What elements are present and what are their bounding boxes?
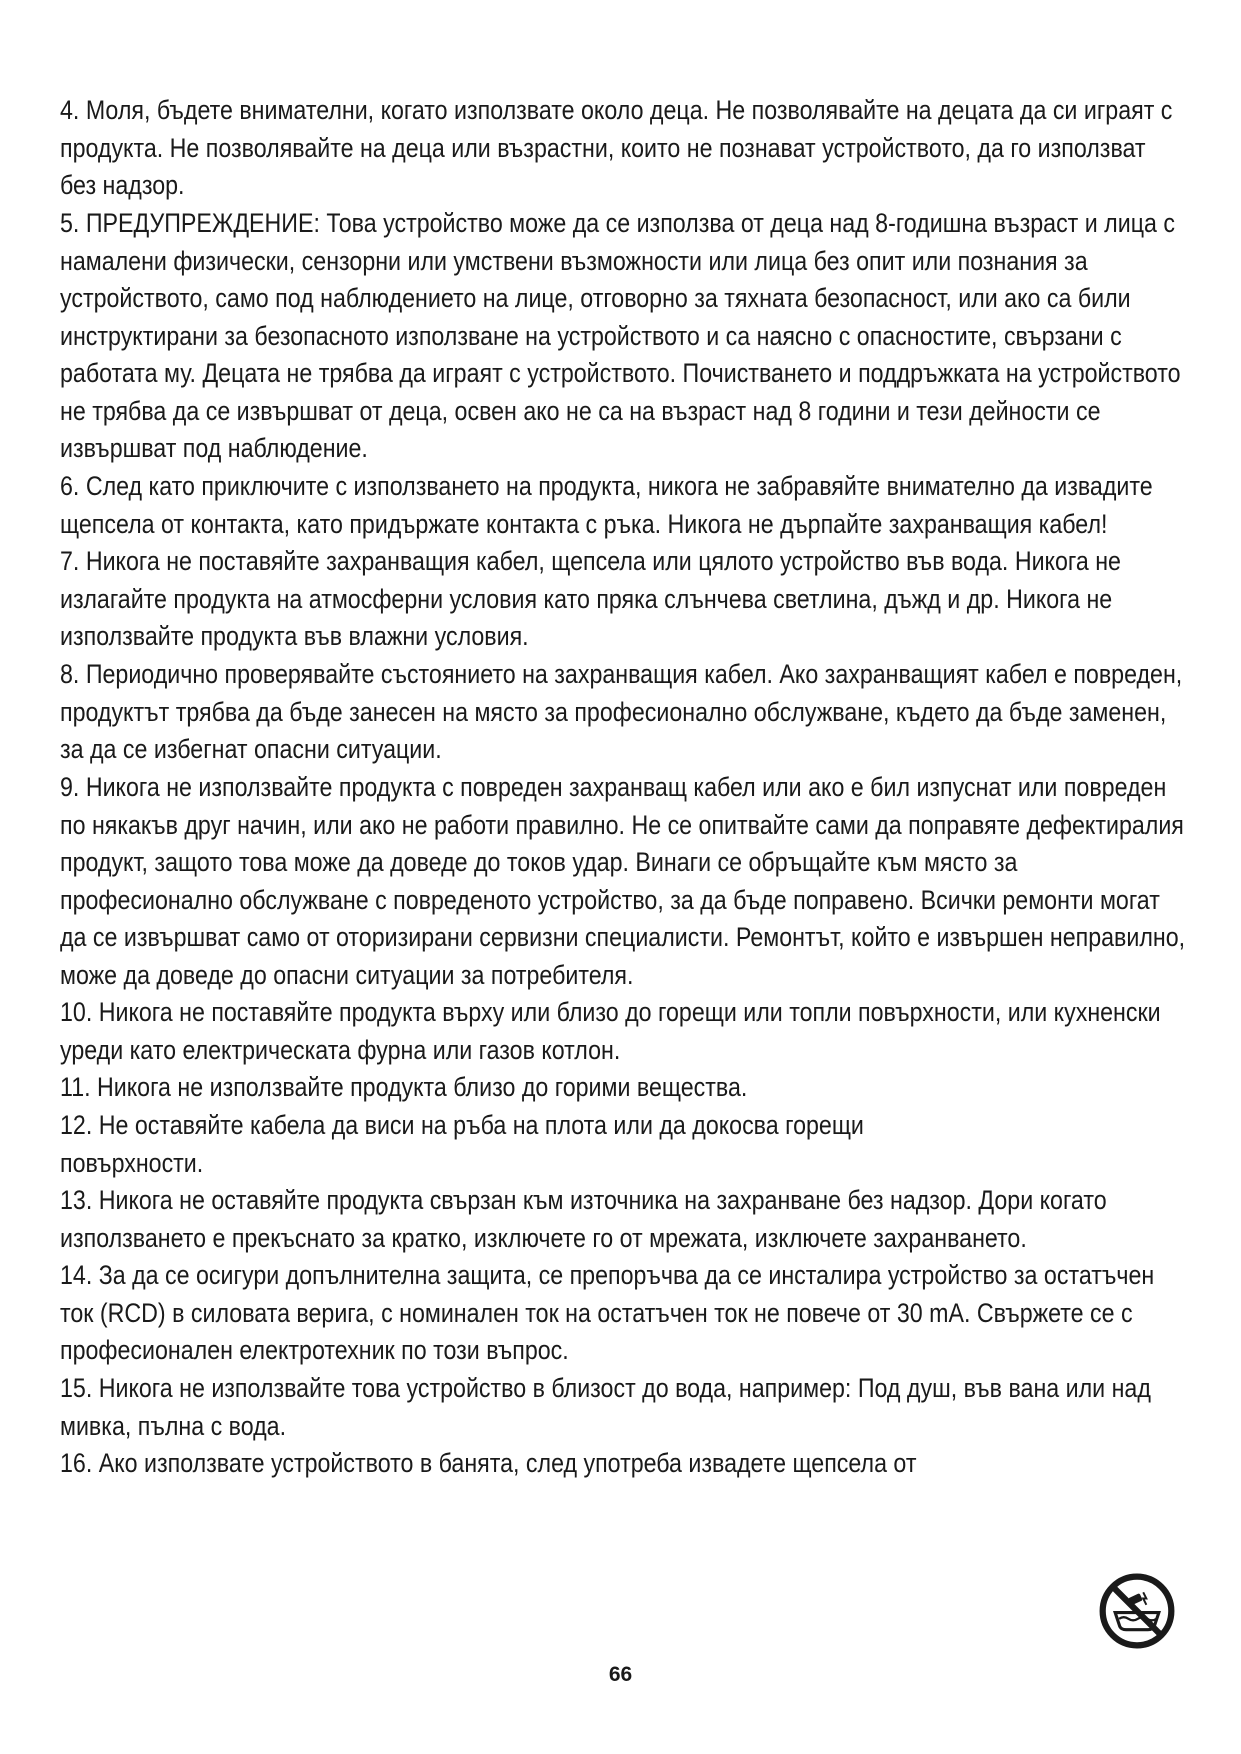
paragraph-4 [60,92,1188,205]
paragraph-text: 5. ПРЕДУПРЕЖДЕНИЕ: Това устройство може да се използва от деца над 8-годишна възраст и лица с намалени физически, сензорни или умствени възможности или лица без опит или познания за устройството, само под наблюдението на лице, отговорно за тяхната безопасност, или ако са били инструктирани за безопасното използване на устройството и са наясно с опасностите, свързани с работата му. Децата не трябва да играят с устройството. Почистването и поддръжката на устройството не трябва да се извършват от деца, освен ако не са на възраст над 8 години и тези дейности се извършват под наблюдение. [60,208,1181,463]
paragraph-16 [60,1445,1188,1483]
no-water-bath-icon [1098,1572,1176,1650]
paragraph-9 [60,769,1188,994]
paragraph-12 [60,1107,1188,1182]
paragraph-text: 7. Никога не поставяйте захранващия кабел, щепсела или цялото устройство във вода. Никога не излагайте продукта на атмосферни условия като пряка слънчева светлина, дъжд и др. Никога не използвайте продукта във влажни условия. [60,546,1121,651]
paragraph-14 [60,1257,1188,1370]
paragraph-6 [60,468,1188,543]
safety-instructions [60,92,1188,1483]
paragraph-text: 6. След като приключите с използването на продукта, никога не забравяйте внимателно да извадите щепсела от контакта, като придържате контакта с ръка. Никога не дърпайте захранващия кабел! [60,471,1153,539]
paragraph-11 [60,1069,1188,1107]
paragraph-text: 16. Ако използвате устройството в банята, след употреба извадете щепсела от [60,1448,917,1478]
paragraph-text: 12. Не оставяйте кабела да виси на ръба на плота или да докосва горещи повърхности. [60,1110,864,1178]
paragraph-text: 9. Никога не използвайте продукта с повреден захранващ кабел или ако е бил изпуснат или повреден по някакъв друг начин, или ако не работи правилно. Не се опитвайте сами да поправяте дефектиралия продукт, защото това може да доведе до токов удар. Винаги се обръщайте към място за професионално обслужване с повреденото устройство, за да бъде поправено. Всички ремонти могат да се извършват само от оторизирани сервизни специалисти. Ремонтът, който е извършен неправилно, може да доведе до опасни ситуации за потребителя. [60,772,1186,990]
paragraph-text: 4. Моля, бъдете внимателни, когато използвате около деца. Не позволявайте на децата да си играят с продукта. Не позволявайте на деца или възрастни, които не познават устройството, да го използват без надзор. [60,95,1173,200]
paragraph-10 [60,994,1188,1069]
page-number: 66 [608,1663,633,1686]
paragraph-8 [60,656,1188,769]
paragraph-15 [60,1370,1188,1445]
paragraph-text: 11. Никога не използвайте продукта близо до горими вещества. [60,1072,748,1102]
paragraph-text: 15. Никога не използвайте това устройство в близост до вода, например: Под душ, във вана или над мивка, пълна с вода. [60,1373,1151,1441]
paragraph-text: 8. Периодично проверявайте състоянието на захранващия кабел. Ако захранващият кабел е повреден, продуктът трябва да бъде занесен на място за професионално обслужване, където да бъде заменен, за да се избегнат опасни ситуации. [60,659,1183,764]
paragraph-5 [60,205,1188,468]
paragraph-13 [60,1182,1188,1257]
paragraph-text: 13. Никога не оставяйте продукта свързан към източника на захранване без надзор. Дори когато използването е прекъснато за кратко, изключете го от мрежата, изключете захранването. [60,1185,1107,1253]
paragraph-text: 14. За да се осигури допълнителна защита, се препоръчва да се инсталира устройство за остатъчен ток (RCD) в силовата верига, с номинален ток на остатъчен ток не повече от 30 mA. Свържете се с професионален електротехник по този въпрос. [60,1260,1155,1365]
paragraph-7 [60,543,1188,656]
paragraph-text: 10. Никога не поставяйте продукта върху или близо до горещи или топли повърхности, или кухненски уреди като електрическата фурна или газов котлон. [60,997,1161,1065]
